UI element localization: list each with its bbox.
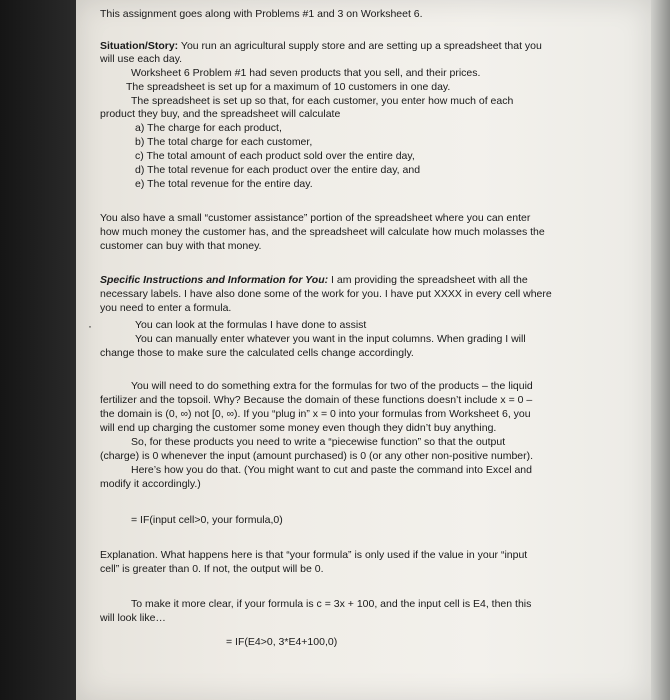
situation-line-6: product they buy, and the spreadsheet will calculate [100, 108, 341, 120]
specific-line-6: change those to make sure the calculated cells change accordingly. [100, 347, 414, 359]
situation-line-5: The spreadsheet is set up so that, for each customer, you enter how much of each [131, 95, 514, 107]
extra-line-7: Here’s how you do that. (You might want to cut and paste the command into Excel and [131, 464, 532, 476]
intro-line: This assignment goes along with Problems #1 and 3 on Worksheet 6. [100, 8, 423, 20]
list-item-c: c) The total amount of each product sold over the entire day, [135, 150, 415, 162]
stray-bullet-mark: · [88, 319, 92, 333]
specific-line-3: you need to enter a formula. [100, 302, 232, 314]
extra-line-2: fertilizer and the topsoil. Why? Because the domain of these functions doesn’t include x = 0 – [100, 394, 533, 406]
background-right [651, 0, 670, 700]
extra-line-6: (charge) is 0 whenever the input (amount purchased) is 0 (or any other non-positive number). [100, 450, 534, 462]
extra-line-4: will end up charging the customer some money even though they didn’t buy anything. [100, 422, 497, 434]
specific-line-4: You can look at the formulas I have done to assist [135, 319, 367, 331]
specific-line-1 [100, 274, 528, 287]
situation-line-3: Worksheet 6 Problem #1 had seven products that you sell, and their prices. [131, 67, 481, 79]
extra-line-5: So, for these products you need to write a “piecewise function” so that the output [131, 436, 506, 448]
explanation-line-2: cell” is greater than 0. If not, the output will be 0. [100, 563, 324, 575]
specific-text: I am providing the spreadsheet with all the [328, 274, 528, 286]
situation-line-1 [100, 40, 542, 53]
list-item-d: d) The total revenue for each product over the entire day, and [135, 164, 421, 176]
explanation-line-1: Explanation. What happens here is that “your formula” is only used if the value in your “input [100, 549, 528, 561]
specific-line-5: You can manually enter whatever you want in the input columns. When grading I will [135, 333, 526, 345]
extra-line-8: modify it accordingly.) [100, 478, 201, 490]
formula-example-1: = IF(input cell>0, your formula,0) [131, 514, 283, 526]
background-left [0, 0, 76, 700]
list-item-a: a) The charge for each product, [135, 122, 282, 134]
situation-text: You run an agricultural supply store and are setting up a spreadsheet that you [178, 40, 542, 52]
situation-line-2: will use each day. [100, 53, 183, 65]
list-item-b: b) The total charge for each customer, [135, 136, 313, 148]
assistance-line-3: customer can buy with that money. [100, 240, 262, 252]
list-item-e: e) The total revenue for the entire day. [135, 178, 313, 190]
formula-example-2: = IF(E4>0, 3*E4+100,0) [226, 636, 338, 648]
specific-line-2: necessary labels. I have also done some of the work for you. I have put XXXX in every cell where [100, 288, 552, 300]
extra-line-1: You will need to do something extra for the formulas for two of the products – the liquid [131, 380, 533, 392]
clear-line-1: To make it more clear, if your formula is c = 3x + 100, and the input cell is E4, then this [131, 598, 532, 610]
specific-label: Specific Instructions and Information for You: [100, 274, 329, 286]
assistance-line-2: how much money the customer has, and the spreadsheet will calculate how much molasses the [100, 226, 545, 238]
clear-line-2: will look like… [100, 612, 166, 624]
situation-line-4: The spreadsheet is set up for a maximum of 10 customers in one day. [126, 81, 451, 93]
situation-label: Situation/Story: [100, 40, 179, 52]
assistance-line-1: You also have a small “customer assistance” portion of the spreadsheet where you can enter [100, 212, 531, 224]
extra-line-3: the domain is (0, ∞) not [0, ∞). If you “plug in” x = 0 into your formulas from Worksheet 6, you [100, 408, 531, 420]
